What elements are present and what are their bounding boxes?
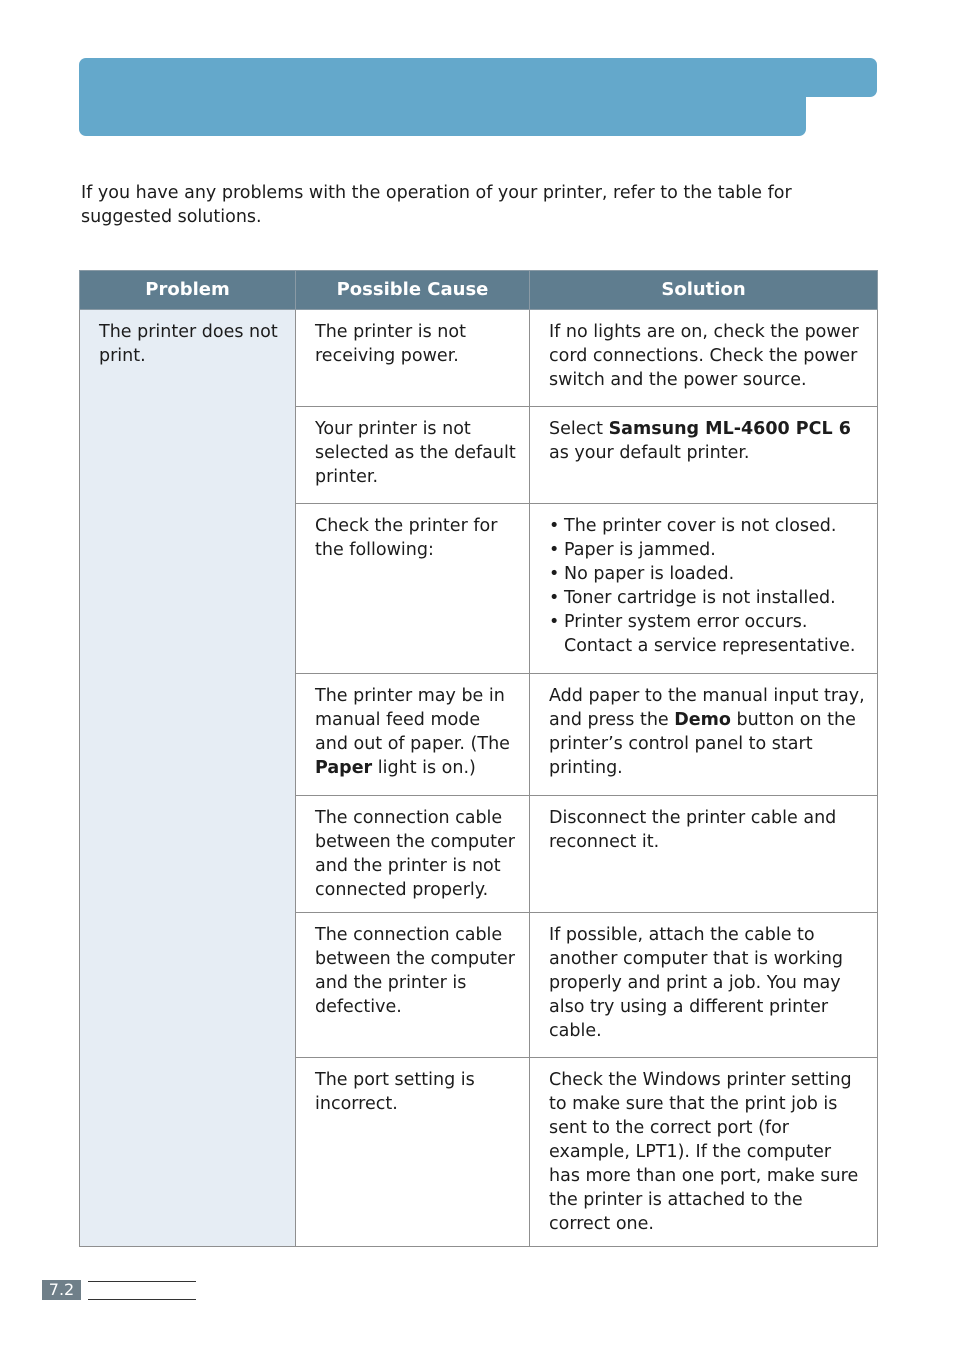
- solution-cell: If no lights are on, check the power cord connections. Check the power switch and the power source.: [530, 310, 878, 407]
- cause-cell: The connection cable between the computer and the printer is not connected properly.: [296, 796, 530, 913]
- cause-text: The printer may be in manual feed mode and out of paper. (The: [315, 686, 510, 754]
- cause-cell: Your printer is not selected as the default printer.: [296, 407, 530, 504]
- cause-cell: The connection cable between the computer and the printer is defective.: [296, 913, 530, 1058]
- solution-cell: Check the Windows printer setting to make sure that the print job is sent to the correct port (for example, LPT1). If the computer has more than one port, make sure the printer is attached to the correct one.: [530, 1058, 878, 1247]
- list-item: • Paper is jammed.: [549, 538, 865, 562]
- list-item: • The printer cover is not closed.: [549, 514, 865, 538]
- checklist: [549, 514, 865, 658]
- footer-rule: [88, 1281, 196, 1300]
- chapter-banner-tab: [790, 58, 877, 97]
- table-row: [80, 310, 878, 407]
- paper-light-label: Paper: [315, 758, 373, 778]
- solution-text: Add paper to the manual input tray, and press the: [549, 686, 865, 730]
- list-item: • Printer system error occurs. Contact a service representative.: [549, 610, 865, 658]
- solution-text: button on the printer’s control panel to start printing.: [549, 710, 856, 778]
- solution-cell: [530, 407, 878, 504]
- cause-cell: [296, 674, 530, 796]
- solution-cell: If possible, attach the cable to another computer that is working properly and print a job. You may also try using a different printer cable.: [530, 913, 878, 1058]
- solution-cell: [530, 674, 878, 796]
- table-header-row: [80, 271, 878, 310]
- solution-text: as your default printer.: [549, 443, 750, 463]
- solution-text: Select: [549, 419, 609, 439]
- list-item: • Toner cartridge is not installed.: [549, 586, 865, 610]
- cause-cell: The printer is not receiving power.: [296, 310, 530, 407]
- header-solution: Solution: [530, 271, 878, 310]
- solution-cell: Disconnect the printer cable and reconnect it.: [530, 796, 878, 913]
- intro-paragraph: If you have any problems with the operation of your printer, refer to the table for suggested solutions.: [81, 183, 792, 227]
- cause-cell: Check the printer for the following:: [296, 504, 530, 674]
- chapter-banner: [79, 58, 806, 136]
- header-possible-cause: Possible Cause: [296, 271, 530, 310]
- solution-cell: [530, 504, 878, 674]
- printer-model-name: Samsung ML-4600 PCL 6: [608, 419, 851, 439]
- demo-button-label: Demo: [674, 710, 731, 730]
- list-item: • No paper is loaded.: [549, 562, 865, 586]
- header-problem: Problem: [80, 271, 296, 310]
- page-number: 7.2: [42, 1280, 81, 1300]
- problem-cell: The printer does not print.: [80, 310, 296, 1247]
- troubleshooting-table: [79, 270, 878, 1247]
- cause-text: light is on.): [372, 758, 476, 778]
- cause-cell: The port setting is incorrect.: [296, 1058, 530, 1247]
